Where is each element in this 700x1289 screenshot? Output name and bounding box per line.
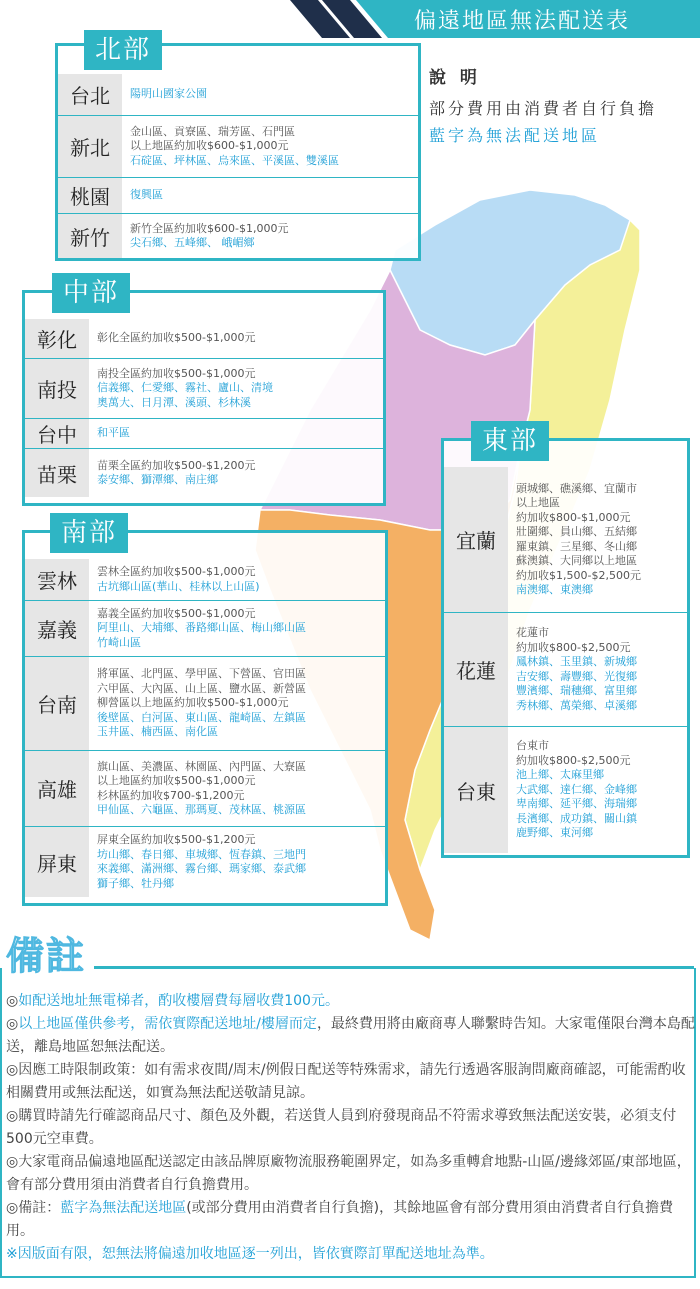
no-delivery-line: 甲仙區、六龜區、那瑪夏、茂林區、桃源區 <box>97 803 306 816</box>
remark-text: 因應工時限制政策：如有需求夜間/周末/例假日配送等特殊需求，請先行透過客服詢問廠商確認，可能需酌收相關費用或無法配送，如實為無法配送敬請見諒。 <box>6 1062 686 1101</box>
remark-highlight: ※因版面有限，恕無法將偏遠加收地區逐一列出，皆依實際訂單配送地址為準。 <box>6 1246 494 1262</box>
area-name: 嘉義 <box>25 601 89 656</box>
area-details <box>89 559 268 600</box>
remark-text: (或部分費用由消費者自行負擔)，其餘地區會有部分費用須由消費者自行負擔費用。 <box>6 1200 674 1239</box>
area-name: 花蓮 <box>444 613 508 726</box>
surcharge-line: 羅東鎮、三星鄉、冬山鄉 <box>516 539 637 553</box>
remark-text: ◎ <box>6 1062 19 1078</box>
surcharge-line: 旗山區、美濃區、林園區、內門區、大寮區 <box>97 759 306 773</box>
central-region-box <box>22 290 386 506</box>
surcharge-line: 苗栗全區約加收$500-$1,200元 <box>97 458 256 472</box>
no-delivery-line: 鹿野鄉、東河鄉 <box>516 826 593 840</box>
area-details <box>122 214 296 258</box>
remark-text: ◎ <box>6 993 19 1009</box>
surcharge-line: 台東市 <box>516 739 549 753</box>
remark-highlight: 以上地區僅供參考，需依實際配送地址/樓層而定 <box>18 1016 317 1032</box>
surcharge-line: 蘇澳鎮、大同鄉以上地區 <box>516 554 637 567</box>
remark-item <box>6 990 696 1013</box>
remark-text: 大家電商品偏遠地區配送認定由該品牌原廠物流服務範圍界定，如為多重轉倉地點-山區/邊緣郊區/東部地區，會有部分費用須由消費者自行負擔費用。 <box>6 1154 691 1193</box>
surcharge-line: 以上地區約加收$500-$1,000元 <box>97 774 256 787</box>
no-delivery-line: 信義鄉、仁愛鄉、霧社、廬山、清境 <box>97 381 273 395</box>
surcharge-line: 以上地區約加收$600-$1,000元 <box>130 139 289 153</box>
surcharge-line: 金山區、貢寮區、瑞芳區、石門區 <box>130 124 295 138</box>
surcharge-line: 杉林區約加收$700-$1,200元 <box>97 788 245 802</box>
no-delivery-line: 竹崎山區 <box>97 635 141 649</box>
region-row <box>25 601 385 657</box>
area-name: 台北 <box>58 74 122 115</box>
region-row <box>25 359 383 419</box>
no-delivery-line: 來義鄉、滿洲鄉、霧台鄉、瑪家鄉、泰武鄉 <box>97 862 306 875</box>
region-row <box>58 116 418 178</box>
area-details <box>122 74 215 115</box>
area-details <box>89 601 314 656</box>
remark-item <box>6 1059 696 1105</box>
area-name: 屏東 <box>25 827 89 897</box>
area-name: 高雄 <box>25 751 89 826</box>
surcharge-line: 南投全區約加收$500-$1,000元 <box>97 366 256 380</box>
surcharge-line: 柳營區以上地區約加收$500-$1,000元 <box>97 696 289 710</box>
region-row <box>444 467 687 613</box>
area-details <box>89 657 314 750</box>
no-delivery-line: 尖石鄉、五峰鄉、 峨嵋鄉 <box>130 236 255 249</box>
area-details <box>89 419 138 448</box>
area-name: 彰化 <box>25 319 89 358</box>
remark-item <box>6 1151 696 1197</box>
no-delivery-line: 石碇區、坪林區、烏來區、平溪區、雙溪區 <box>130 153 339 167</box>
surcharge-line: 六甲區、大內區、山上區、鹽水區、新營區 <box>97 681 306 695</box>
area-details <box>508 613 645 726</box>
no-delivery-line: 坊山鄉、春日鄉、車城鄉、恆春鎮、三地門 <box>97 847 306 861</box>
remark-text: ◎ <box>6 1016 19 1032</box>
east-label: 東部 <box>471 421 549 461</box>
no-delivery-line: 後壁區、白河區、東山區、龍崎區、左鎮區 <box>97 710 306 724</box>
remark-item <box>6 1105 696 1151</box>
note-blue-line: 藍字為無法配送地區 <box>429 126 601 145</box>
central-label: 中部 <box>52 273 130 313</box>
remark-text: ◎ <box>6 1108 19 1124</box>
remark-text: 備註： <box>18 1200 61 1216</box>
region-row <box>444 727 687 853</box>
area-name: 雲林 <box>25 559 89 600</box>
surcharge-line: 約加收$800-$2,500元 <box>516 753 631 767</box>
region-row <box>58 214 418 258</box>
remark-text: ，最終費用將由廠商專人聯繫時告知。大家電僅限台灣本島配送，離島地區恕無法配送。 <box>6 1016 695 1055</box>
no-delivery-line: 玉井區、楠西區、南化區 <box>97 725 218 739</box>
region-row <box>25 751 385 827</box>
area-name: 台南 <box>25 657 89 750</box>
surcharge-line: 彰化全區約加收$500-$1,000元 <box>97 331 256 345</box>
surcharge-line: 將軍區、北門區、學甲區、下營區、官田區 <box>97 667 306 681</box>
no-delivery-line: 奧萬大、日月潭、溪頭、杉林溪 <box>97 395 251 409</box>
no-delivery-line: 長濱鄉、成功鎮、關山鎮 <box>516 811 637 825</box>
surcharge-line: 約加收$800-$1,000元 <box>516 510 631 524</box>
area-name: 新北 <box>58 116 122 177</box>
region-row <box>25 657 385 751</box>
no-delivery-line: 秀林鄉、萬榮鄉、卓溪鄉 <box>516 698 637 712</box>
region-row <box>25 419 383 449</box>
no-delivery-line: 鳳林鎮、玉里鎮、新城鄉 <box>516 655 637 668</box>
south-region-box <box>22 530 388 906</box>
region-row <box>25 827 385 897</box>
page-title: 偏遠地區無法配送表 <box>414 9 631 34</box>
area-name: 南投 <box>25 359 89 418</box>
region-row <box>58 74 418 116</box>
no-delivery-line: 卑南鄉、延平鄉、海瑞鄉 <box>516 797 637 811</box>
area-details <box>89 751 314 826</box>
area-name: 台中 <box>25 419 89 448</box>
area-details <box>122 178 171 213</box>
surcharge-line: 新竹全區約加收$600-$1,000元 <box>130 221 289 235</box>
remarks-title: 備註 <box>6 934 87 978</box>
area-name: 宜蘭 <box>444 467 508 612</box>
area-details <box>89 827 314 897</box>
area-details <box>508 467 649 612</box>
surcharge-line: 約加收$800-$2,500元 <box>516 640 631 654</box>
no-delivery-line: 池上鄉、太麻里鄉 <box>516 768 604 782</box>
east-region-box <box>441 438 690 858</box>
surcharge-line: 花蓮市 <box>516 626 549 639</box>
note-cost-line: 部分費用由消費者自行負擔 <box>429 99 658 118</box>
no-delivery-line: 泰安鄉、獅潭鄉、南庄鄉 <box>97 473 218 486</box>
area-details <box>89 449 263 497</box>
remark-item <box>6 1243 696 1266</box>
remark-text: ◎ <box>6 1200 19 1216</box>
note-heading: 說 明 <box>429 68 481 88</box>
no-delivery-line: 豐濱鄉、瑞穗鄉、富里鄉 <box>516 684 637 697</box>
no-delivery-line: 和平區 <box>97 426 130 440</box>
remark-text: ◎ <box>6 1154 19 1170</box>
no-delivery-line: 吉安鄉、壽豐鄉、光復鄉 <box>516 669 637 683</box>
no-delivery-line: 古坑鄉山區(華山、桂林以上山區) <box>97 579 260 593</box>
surcharge-line: 雲林全區約加收$500-$1,000元 <box>97 565 256 578</box>
no-delivery-line: 大武鄉、達仁鄉、金峰鄉 <box>516 782 637 796</box>
surcharge-line: 屏東全區約加收$500-$1,200元 <box>97 833 256 846</box>
no-delivery-line: 陽明山國家公園 <box>130 87 207 101</box>
region-row <box>58 178 418 214</box>
north-label: 北部 <box>84 30 162 70</box>
south-label: 南部 <box>50 513 128 553</box>
area-details <box>89 359 281 418</box>
surcharge-line: 壯圍鄉、員山鄉、五結鄉 <box>516 525 637 538</box>
surcharge-line: 約加收$1,500-$2,500元 <box>516 568 641 582</box>
remark-highlight: 如配送地址無電梯者，酌收樓層費每層收費100元。 <box>18 993 339 1009</box>
area-name: 台東 <box>444 727 508 853</box>
region-row <box>25 319 383 359</box>
no-delivery-line: 南澳鄉、東澳鄉 <box>516 583 593 596</box>
remark-item <box>6 1197 696 1243</box>
no-delivery-line: 阿里山、大埔鄉、番路鄉山區、梅山鄉山區 <box>97 621 306 635</box>
region-row <box>25 559 385 601</box>
surcharge-line: 嘉義全區約加收$500-$1,000元 <box>97 606 256 620</box>
region-row <box>25 449 383 497</box>
remark-item <box>6 1013 696 1059</box>
area-details <box>122 116 347 177</box>
area-details <box>508 727 645 853</box>
area-details <box>89 319 263 358</box>
remark-text: 購買時請先行確認商品尺寸、顏色及外觀，若送貨人員到府發現商品不符需求導致無法配送安裝，必須支付500元空車費。 <box>6 1108 677 1147</box>
no-delivery-line: 復興區 <box>130 188 163 202</box>
surcharge-line: 以上地區 <box>516 496 560 509</box>
no-delivery-line: 獅子鄉、牡丹鄉 <box>97 876 174 890</box>
area-name: 桃園 <box>58 178 122 213</box>
north-region-box <box>55 43 421 261</box>
area-name: 苗栗 <box>25 449 89 497</box>
surcharge-line: 頭城鄉、礁溪鄉、宜蘭市 <box>516 481 637 495</box>
area-name: 新竹 <box>58 214 122 258</box>
remark-highlight: 藍字為無法配送地區 <box>60 1200 187 1216</box>
region-row <box>444 613 687 727</box>
